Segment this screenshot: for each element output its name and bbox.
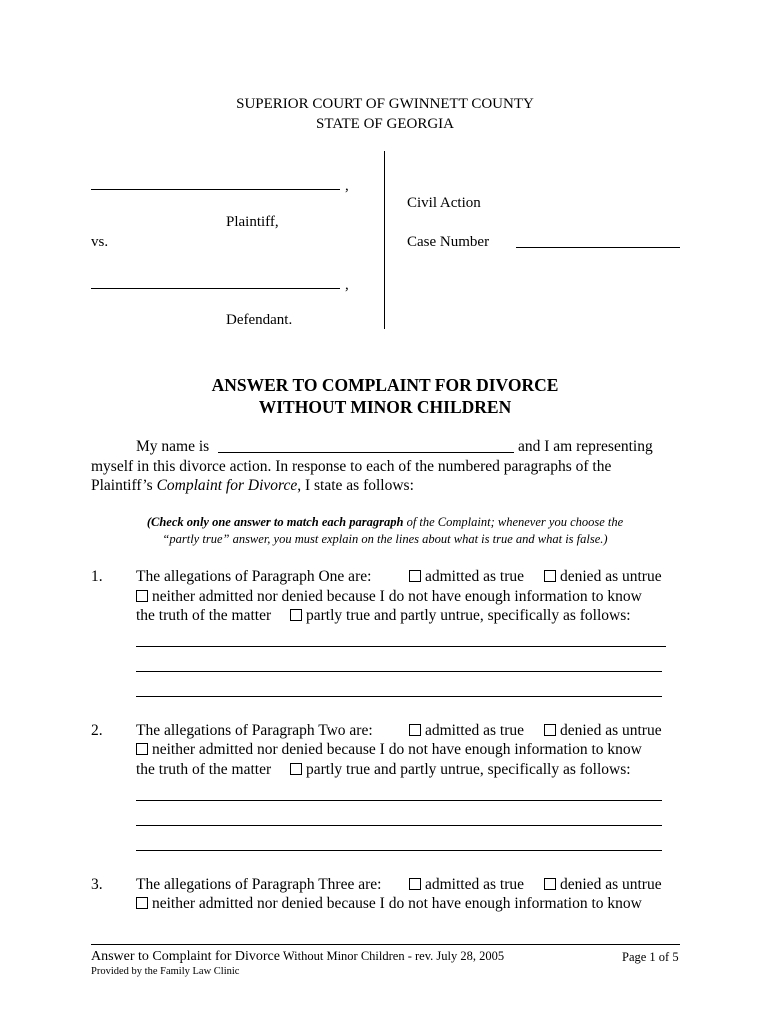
plaintiff-name-field[interactable] xyxy=(91,189,340,190)
paragraph-3-lead: The allegations of Paragraph Three are: xyxy=(136,876,382,893)
checkbox-icon[interactable] xyxy=(544,878,556,890)
paragraph-2-denied-option[interactable]: denied as untrue xyxy=(542,721,662,741)
instruction-note: (Check only one answer to match each paragraph of the Complaint; whenever you choose the xyxy=(146,515,624,529)
paragraph-1-lead: The allegations of Paragraph One are: xyxy=(136,568,372,585)
paragraph-2-number: 2. xyxy=(91,722,103,739)
paragraph-2-lead: The allegations of Paragraph Two are: xyxy=(136,722,373,739)
checkbox-icon[interactable] xyxy=(136,897,148,909)
defendant-name-field[interactable] xyxy=(91,288,340,289)
paragraph-3-denied-option[interactable]: denied as untrue xyxy=(542,875,662,895)
paragraph-1-explain-line[interactable] xyxy=(136,671,662,672)
paragraph-3-admitted-option[interactable]: admitted as true xyxy=(407,875,524,895)
court-state: STATE OF GEORGIA xyxy=(316,116,454,132)
paragraph-1-partly-option[interactable]: partly true and partly untrue, specifically as follows: xyxy=(288,606,631,626)
paragraph-2-explain-line[interactable] xyxy=(136,800,662,801)
paragraph-1-explain-line[interactable] xyxy=(136,646,666,647)
paragraph-3-number: 3. xyxy=(91,876,103,893)
checkbox-icon[interactable] xyxy=(544,570,556,582)
paragraph-2-explain-line[interactable] xyxy=(136,825,662,826)
checkbox-icon[interactable] xyxy=(290,609,302,621)
checkbox-icon[interactable] xyxy=(290,763,302,775)
civil-action-label: Civil Action xyxy=(407,195,481,211)
paragraph-2-neither-option[interactable]: neither admitted nor denied because I do not have enough information to know xyxy=(134,740,642,760)
paragraph-1-admitted-option[interactable]: admitted as true xyxy=(407,567,524,587)
paragraph-2-truth-text: the truth of the matter xyxy=(136,761,272,778)
paragraph-1-neither-option[interactable]: neither admitted nor denied because I do not have enough information to know xyxy=(134,587,642,607)
paragraph-1-truth-text: the truth of the matter xyxy=(136,607,272,624)
plaintiff-comma: , xyxy=(345,178,349,194)
case-number-label: Case Number xyxy=(407,234,490,250)
paragraph-2-explain-line[interactable] xyxy=(136,850,662,851)
checkbox-icon[interactable] xyxy=(409,570,421,582)
checkbox-icon[interactable] xyxy=(544,724,556,736)
vs-label: vs. xyxy=(91,234,109,250)
defendant-comma: , xyxy=(345,277,349,293)
paragraph-1-number: 1. xyxy=(91,568,103,585)
checkbox-icon[interactable] xyxy=(409,878,421,890)
document-title-line2: WITHOUT MINOR CHILDREN xyxy=(258,397,512,417)
footer-divider xyxy=(91,944,680,945)
instruction-note-line2: “partly true” answer, you must explain on the lines about what is true and what is false.) xyxy=(162,532,608,546)
court-name: SUPERIOR COURT OF GWINNETT COUNTY xyxy=(236,96,534,112)
defendant-label: Defendant. xyxy=(226,312,293,328)
checkbox-icon[interactable] xyxy=(136,590,148,602)
representing-text: and I am representing xyxy=(518,438,653,455)
paragraph-2-admitted-option[interactable]: admitted as true xyxy=(407,721,524,741)
footer-title: Answer to Complaint for Divorce Without Minor Children - rev. July 28, 2005 xyxy=(91,949,505,964)
intro-line2: myself in this divorce action. In response to each of the numbered paragraphs of the xyxy=(91,458,612,475)
my-name-label: My name is xyxy=(136,438,210,455)
plaintiff-label: Plaintiff, xyxy=(226,214,279,230)
my-name-field[interactable] xyxy=(218,452,514,453)
caption-divider xyxy=(384,151,385,329)
checkbox-icon[interactable] xyxy=(136,743,148,755)
checkbox-icon[interactable] xyxy=(409,724,421,736)
page-number: Page 1 of 5 xyxy=(622,950,679,964)
footer-provided-by: Provided by the Family Law Clinic xyxy=(91,966,240,977)
document-title-line1: ANSWER TO COMPLAINT FOR DIVORCE xyxy=(211,375,559,395)
intro-line3: Plaintiff’s Complaint for Divorce, I state as follows: xyxy=(91,477,414,494)
paragraph-1-denied-option[interactable]: denied as untrue xyxy=(542,567,662,587)
paragraph-1-explain-line[interactable] xyxy=(136,696,662,697)
case-number-field[interactable] xyxy=(516,247,680,248)
paragraph-3-neither-option[interactable]: neither admitted nor denied because I do not have enough information to know xyxy=(134,894,642,914)
paragraph-2-partly-option[interactable]: partly true and partly untrue, specifically as follows: xyxy=(288,760,631,780)
